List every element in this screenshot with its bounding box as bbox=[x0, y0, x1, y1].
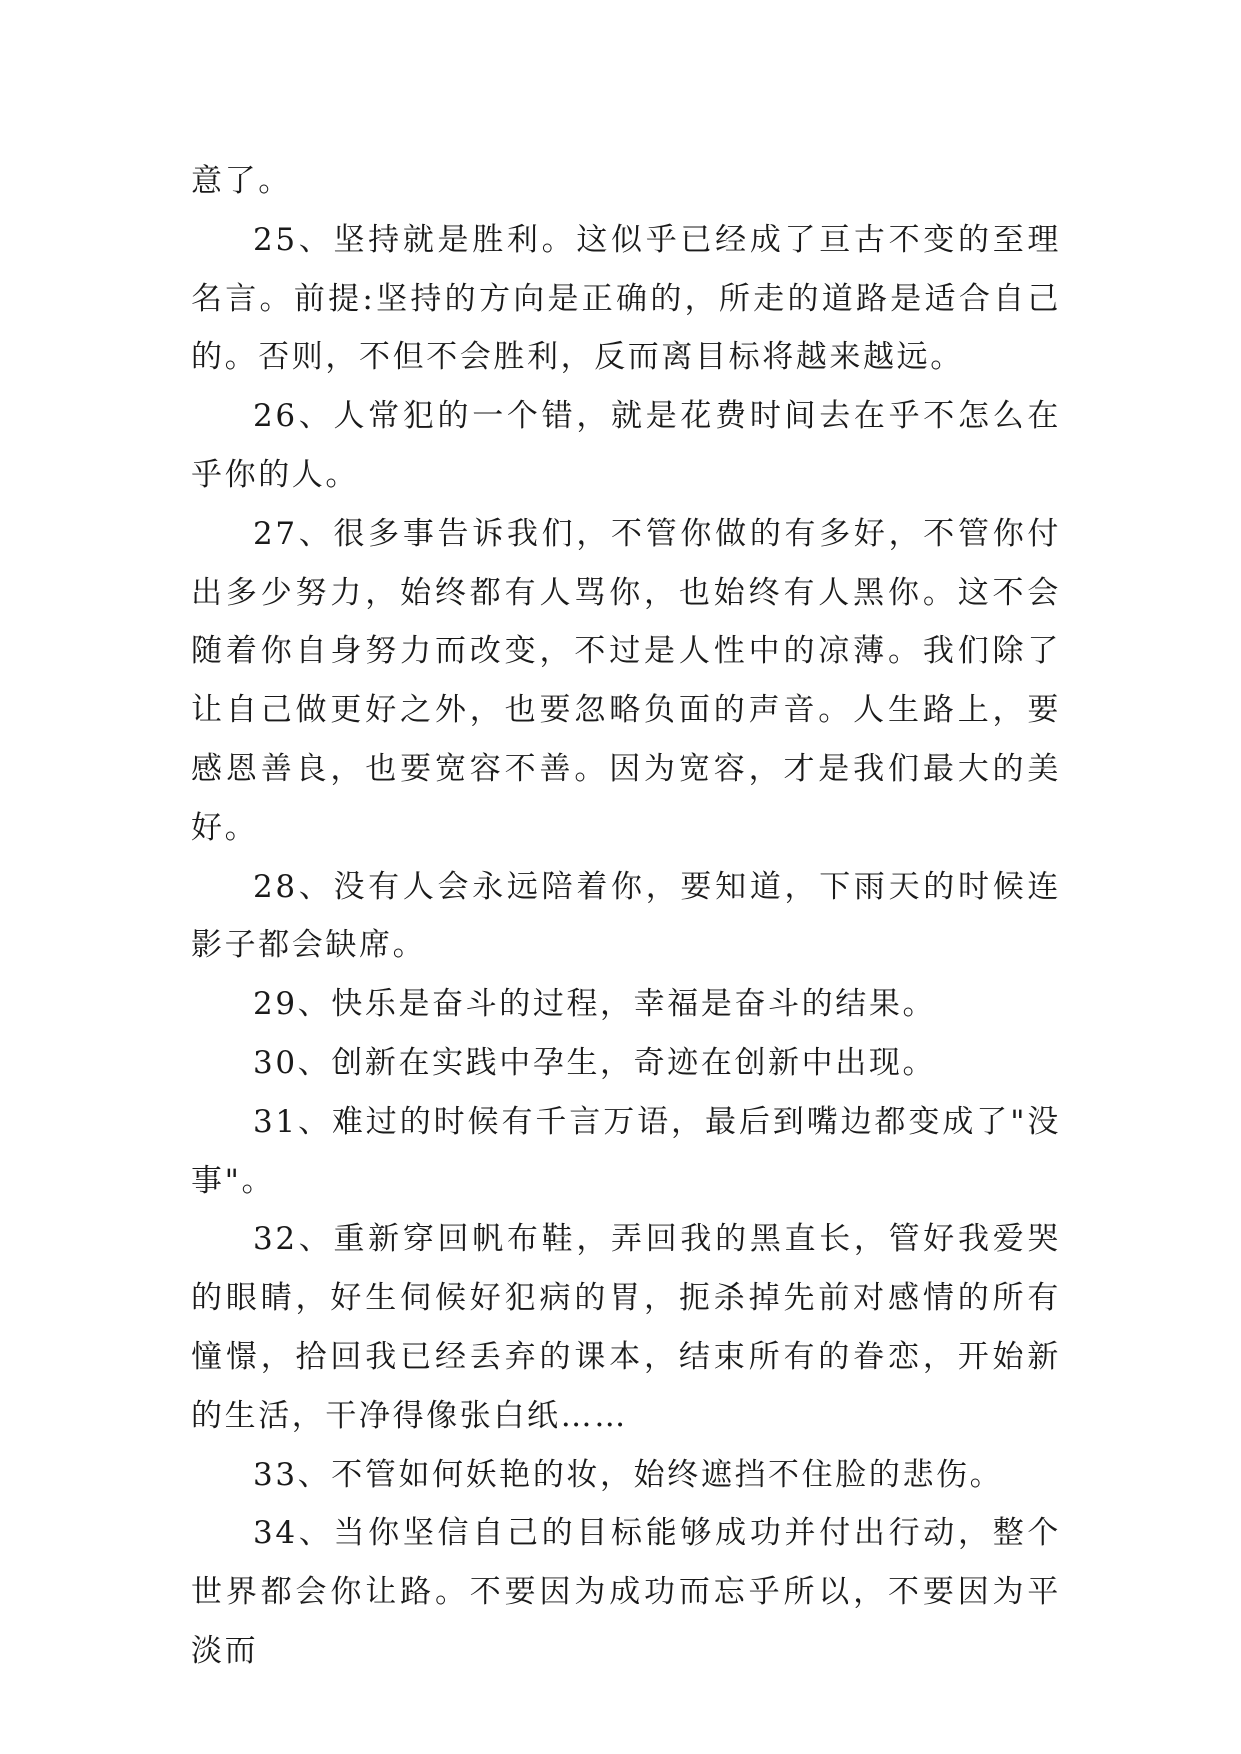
paragraph-31: 31、难过的时候有千言万语，最后到嘴边都变成了"没事"。 bbox=[191, 1103, 1061, 1199]
paragraph-continued: 意了。 bbox=[191, 163, 292, 199]
paragraph-29: 29、快乐是奋斗的过程，幸福是奋斗的结果。 bbox=[253, 986, 937, 1023]
paragraph-34: 34、当你坚信自己的目标能够成功并付出行动，整个世界都会你让路。不要因为成功而忘乎所以，不要因为平淡而 bbox=[191, 1515, 1061, 1669]
paragraph-28: 28、没有人会永远陪着你，要知道，下雨天的时候连影子都会缺席。 bbox=[191, 868, 1061, 964]
document-body bbox=[191, 152, 1061, 1681]
paragraph-32: 32、重新穿回帆布鞋，弄回我的黑直长，管好我爱哭的眼睛，好生伺候好犯病的胃，扼杀掉先前对感情的所有憧憬，拾回我已经丢弃的课本，结束所有的眷恋，开始新的生活，干净得像张白纸…… bbox=[191, 1221, 1061, 1434]
paragraph-30: 30、创新在实践中孕生，奇迹在创新中出现。 bbox=[253, 1044, 937, 1081]
paragraph-26: 26、人常犯的一个错，就是花费时间去在乎不怎么在乎你的人。 bbox=[191, 398, 1061, 493]
paragraph-27: 27、很多事告诉我们，不管你做的有多好，不管你付出多少努力，始终都有人骂你，也始终有人黑你。这不会随着你自身努力而改变，不过是人性中的凉薄。我们除了让自己做更好之外，也要忽略负面的声音。人生路上，要感恩善良，也要宽容不善。因为宽容，才是我们最大的美好。 bbox=[191, 515, 1061, 846]
paragraph-33: 33、不管如何妖艳的妆，始终遮挡不住脸的悲伤。 bbox=[253, 1456, 1004, 1493]
paragraph-25: 25、坚持就是胜利。这似乎已经成了亘古不变的至理名言。前提:坚持的方向是正确的，所走的道路是适合自己的。否则，不但不会胜利，反而离目标将越来越远。 bbox=[191, 221, 1061, 376]
